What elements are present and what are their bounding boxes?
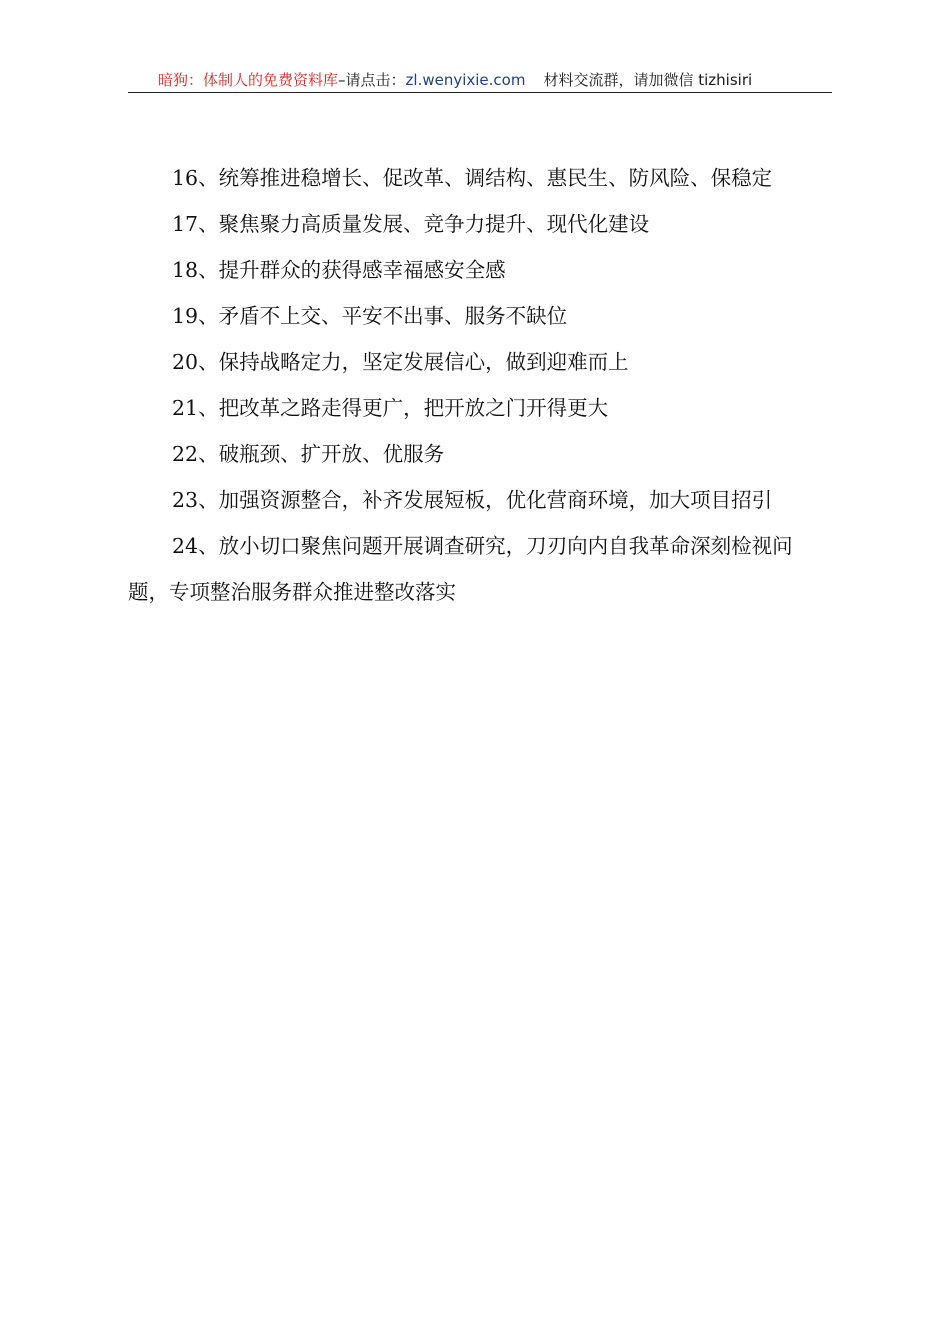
- list-item: [128, 523, 828, 615]
- item-text: 破瓶颈、扩开放、优服务: [218, 442, 445, 466]
- header-prompt: –请点击：: [338, 71, 406, 89]
- item-text: 矛盾不上交、平安不出事、服务不缺位: [218, 304, 568, 328]
- item-number: 20: [172, 350, 199, 374]
- list-item: [128, 339, 828, 385]
- item-separator: 、: [198, 534, 219, 558]
- item-text: 保持战略定力，坚定发展信心，做到迎难而上: [218, 350, 629, 374]
- item-text: 加强资源整合，补齐发展短板，优化营商环境，加大项目招引: [218, 488, 773, 512]
- item-text: 统筹推进稳增长、促改革、调结构、惠民生、防风险、保稳定: [218, 166, 773, 190]
- item-number: 21: [172, 396, 199, 420]
- header-site-link[interactable]: zl.wenyixie.com: [405, 71, 526, 89]
- item-separator: 、: [198, 166, 219, 190]
- list-item: [128, 477, 828, 523]
- item-number: 17: [172, 212, 199, 236]
- item-number: 19: [172, 304, 199, 328]
- list-item: [128, 155, 828, 201]
- item-number: 18: [172, 258, 199, 282]
- header-line: [158, 69, 752, 91]
- page-header: [128, 66, 832, 93]
- item-number: 23: [172, 488, 199, 512]
- list-item: [128, 293, 828, 339]
- item-number: 24: [172, 534, 199, 558]
- item-text: 聚焦聚力高质量发展、竞争力提升、现代化建设: [218, 212, 650, 236]
- list-item: [128, 201, 828, 247]
- item-text: 把改革之路走得更广，把开放之门开得更大: [218, 396, 609, 420]
- item-number: 16: [172, 166, 199, 190]
- list-item: [128, 247, 828, 293]
- item-separator: 、: [198, 350, 219, 374]
- item-number: 22: [172, 442, 199, 466]
- item-separator: 、: [198, 396, 219, 420]
- item-separator: 、: [198, 304, 219, 328]
- item-separator: 、: [198, 488, 219, 512]
- item-separator: 、: [198, 212, 219, 236]
- list-item: [128, 385, 828, 431]
- list-item: [128, 431, 828, 477]
- item-text: 提升群众的获得感幸福感安全感: [218, 258, 506, 282]
- header-contact: 材料交流群，请加微信 tizhisiri: [543, 71, 753, 89]
- document-body: [128, 155, 828, 615]
- item-text: 放小切口聚焦问题开展调查研究，刀刃向内自我革命深刻检视问题，专项整治服务群众推进整改落实: [128, 534, 793, 604]
- header-brand: 暗狗：体制人的免费资料库: [158, 71, 339, 89]
- item-separator: 、: [198, 258, 219, 282]
- item-separator: 、: [198, 442, 219, 466]
